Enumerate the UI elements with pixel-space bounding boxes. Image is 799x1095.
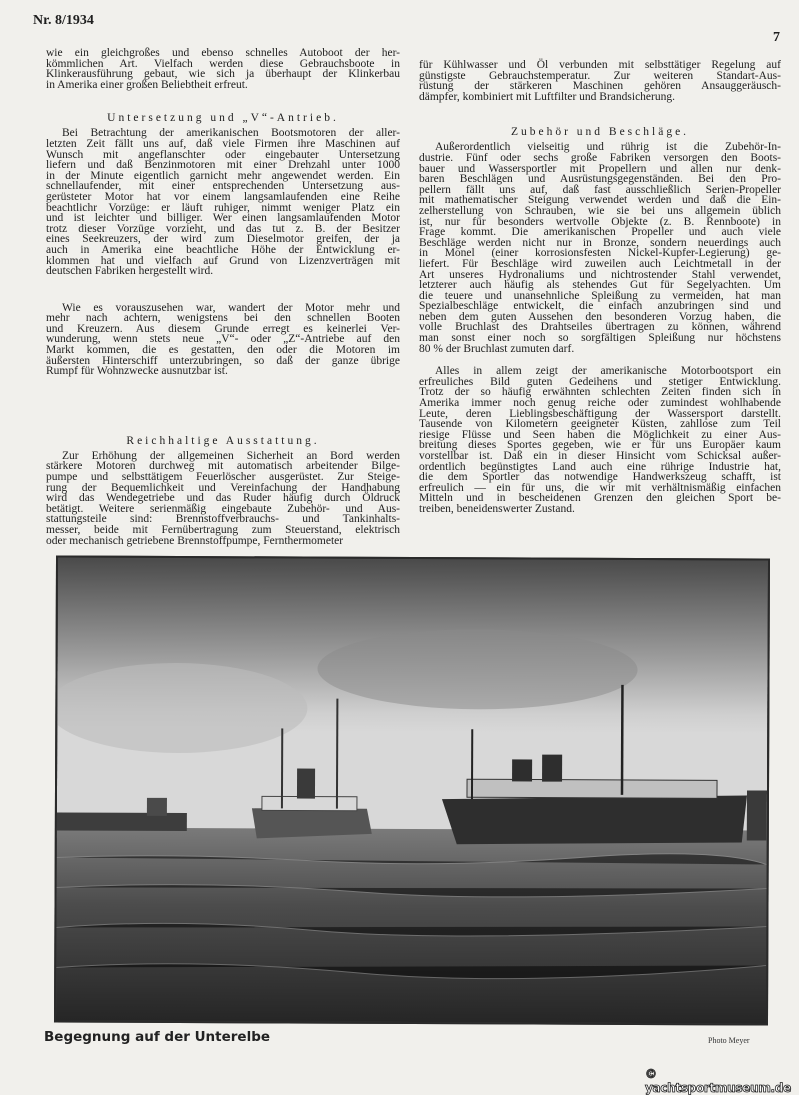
- paragraph: [46, 303, 400, 377]
- text-line: vorstellbar ist. Daß ein in dieser Hinsicht vom Schicksal außer-: [419, 451, 781, 462]
- text-line: Amerika immer noch genug reiche oder zumindest wohlhabende: [419, 398, 781, 409]
- text-line: pellern fällt uns auf, daß fast ausschließlich Serien-Propeller: [419, 185, 781, 196]
- text-line: zelherstellung von Schrauben, wie sie bei uns allgemein üblich: [419, 206, 781, 217]
- text-line: betätigt. Weitere serienmäßig eingebaute Zubehör- und Aus-: [46, 504, 400, 515]
- text-line: mit mathematischer Steigung verwendet werden und daß die Ein-: [419, 195, 781, 206]
- text-line: wird das Wendegetriebe und das Ruder häufig durch Öldruck: [46, 493, 400, 504]
- text-line: die dem Sportler das notwendige Handwerkszeug schafft, ist: [419, 472, 781, 483]
- text-line: erfreulich — ein für uns, die wir mit verhältnismäßig einfachen: [419, 483, 781, 494]
- text-line: kömmlichen Art. Vielfach werden diese Gebrauchsboote in: [46, 59, 400, 70]
- text-line: volle Bruchlast des Drahtseiles übertragen zu können, während: [419, 322, 781, 333]
- text-line: Markt kommen, die es gestatten, den oder die Motoren im: [46, 345, 400, 356]
- paragraph: [46, 451, 400, 546]
- text-line: günstigste Gebrauchstemperatur. Zur weiteren Standart-Aus-: [419, 71, 781, 82]
- text-line: letzterer auch häufig als stehendes Gut für Segelyachten. Um: [419, 280, 781, 291]
- text-line: stattungsteile sind: Brennstoffverbrauchs- und Tankinhalts-: [46, 514, 400, 525]
- text-line: wunderung, wenn stets neue „V“- oder „Z“-Antriebe auf den: [46, 334, 400, 345]
- text-line: trotz dieser Vorzüge vorzieht, und das tut z. B. der Besitzer: [46, 224, 400, 235]
- text-line: Rumpf für Wohnzwecke ausnutzbar ist.: [46, 366, 400, 377]
- text-line: Klinkerausführung gebaut, wie sich ja überhaupt der Klinkerbau: [46, 69, 400, 80]
- text-line: oder mechanisch getriebene Brennstoffpumpe, Fernthermometer: [46, 536, 400, 547]
- text-line: erfreuliches Bild guten Gedeihens und stetiger Entwicklung.: [419, 377, 781, 388]
- text-line: Tausende von Kilometern geeigneter Küsten, zahllose zum Teil: [419, 419, 781, 430]
- ships-on-river-image: [56, 557, 768, 1023]
- text-line: in Amerika einer großen Beliebtheit erfreut.: [46, 80, 400, 91]
- text-line: Außerordentlich vielseitig und rührig ist die Zubehör-In-: [419, 142, 781, 153]
- text-line: dämpfer, kombiniert mit Luftfilter und Brandsicherung.: [419, 92, 781, 103]
- text-line: Mitteln und in bescheidenen Grenzen den gleichen Sport be-: [419, 493, 781, 504]
- text-line: bauer und Wassersportler mit Propellern und allen nur denk-: [419, 164, 781, 175]
- issue-number: Nr. 8/1934: [33, 13, 94, 29]
- text-line: beachtlichr Vorzüge: er läuft ruhiger, nimmt weniger Platz ein: [46, 203, 400, 214]
- left-column: [46, 48, 400, 546]
- text-line: Spezialbeschläge entwickelt, die einfach anzubringen sind und: [419, 301, 781, 312]
- text-line: Wunsch mit angeflanschter oder eingebauter Untersetzung: [46, 150, 400, 161]
- text-line: klommen hat und vielfach auf Grund von Lizenzverträgen mit: [46, 256, 400, 267]
- section-heading: Reichhaltige Ausstattung.: [46, 433, 400, 449]
- text-line: mehr nach achtern, wenigstens bei den schnellen Booten: [46, 313, 400, 324]
- photo-caption: Begegnung auf der Unterelbe: [44, 1029, 270, 1045]
- text-line: 80 % der Bruchlast zumuten darf.: [419, 344, 781, 355]
- text-line: ordentlich begünstigtes Land auch eine rührige Industrie hat,: [419, 462, 781, 473]
- text-line: deutschen Fabriken hergestellt wird.: [46, 266, 400, 277]
- text-line: Beschläge werden nicht nur in Bronze, sondern neuerdings auch: [419, 238, 781, 249]
- text-line: wie ein gleichgroßes und ebenso schnelles Autoboot der her-: [46, 48, 400, 59]
- paragraph: [46, 48, 400, 90]
- text-line: in Monel (einer korrosionsfesten Nickel-Kupfer-Legierung) ge-: [419, 248, 781, 259]
- text-line: Frage kommt. Die amerikanischen Propeller und auch viele: [419, 227, 781, 238]
- text-line: gerüsteter Motor hat vor einem langsamlaufenden eine Reihe: [46, 192, 400, 203]
- text-line: rung der Bequemlichkeit und Vereinfachung der Handhabung: [46, 483, 400, 494]
- text-line: treiben, beneidenswerter Zustand.: [419, 504, 781, 515]
- paragraph: [419, 60, 781, 102]
- text-line: dustrie. Fünf oder sechs große Fabriken versorgen den Boots-: [419, 153, 781, 164]
- paragraph: [419, 142, 781, 354]
- text-line: man sonst einer noch so sorgfältigen Spleißung nur höchstens: [419, 333, 781, 344]
- text-line: rüstung der stärkeren Maschinen gehören Ansauggeräusch-: [419, 81, 781, 92]
- text-line: und Kreuzern. Aus diesem Grunde erregt es keinerlei Ver-: [46, 324, 400, 335]
- paragraph: [46, 128, 400, 276]
- text-line: auch in Amerika eine beachtliche Höhe der Entwicklung er-: [46, 245, 400, 256]
- page-number: 7: [773, 30, 780, 46]
- photo-credit: Photo Meyer: [708, 1036, 750, 1045]
- text-line: neben dem guten Aussehen den besonderen Vorzug haben, die: [419, 312, 781, 323]
- text-line: breitung dieses Sportes gegeben, wie er für uns Europäer kaum: [419, 440, 781, 451]
- text-line: messer, beide mit Fernübertragung zum Steuerstand, elektrisch: [46, 525, 400, 536]
- text-line: in der Minute eigentlich garnicht mehr angewendet werden. Ein: [46, 171, 400, 182]
- text-line: baren Beschlägen und Ausrüstungsgegenständen. Bei den Pro-: [419, 174, 781, 185]
- text-line: und ist leichter und billiger. Wer einen langsamlaufenden Motor: [46, 213, 400, 224]
- text-line: eines Seekreuzers, der wird zum Dieselmotor greifen, der ja: [46, 234, 400, 245]
- text-line: Leute, deren Lieblingsbeschäftigung der Wassersport darstellt.: [419, 409, 781, 420]
- section-heading: Untersetzung und „V“-Antrieb.: [46, 110, 400, 126]
- text-line: letzten Zeit fällt uns auf, daß viele Firmen ihre Maschinen auf: [46, 139, 400, 150]
- section-heading: Zubehör und Beschläge.: [419, 124, 781, 140]
- text-line: Zur Erhöhung der allgemeinen Sicherheit an Bord werden: [46, 451, 400, 462]
- text-line: liefert. Für Beschläge wird zuweilen auch Leichtmetall in der: [419, 259, 781, 270]
- text-line: riesige Flüsse und Seen haben die Möglichkeit zu einer Aus-: [419, 430, 781, 441]
- text-line: pumpe und selbsttätigem Feuerlöscher ausgerüstet. Zur Steige-: [46, 472, 400, 483]
- ship-photo: [54, 555, 770, 1025]
- text-line: liefern und daß Benzinmotoren mit einer Drehzahl unter 1000: [46, 160, 400, 171]
- text-line: Bei Betrachtung der amerikanischen Bootsmotoren der aller-: [46, 128, 400, 139]
- text-line: äußersten Hinterschiff unterzubringen, so daß der ganze übrige: [46, 356, 400, 367]
- text-line: für Kühlwasser und Öl verbunden mit selbsttätiger Regelung auf: [419, 60, 781, 71]
- text-line: Wie es vorauszusehen war, wandert der Motor mehr und: [46, 303, 400, 314]
- text-line: Alles in allem zeigt der amerikanische Motorbootsport ein: [419, 366, 781, 377]
- paragraph: [419, 366, 781, 514]
- text-line: stärkere Motoren durchweg mit automatisch arbeitender Bilge-: [46, 461, 400, 472]
- text-line: ist, nur für besonders wertvolle Objekte (z. B. Rennboote) in: [419, 217, 781, 228]
- right-column: [419, 60, 781, 515]
- text-line: die teuere und unansehnliche Spleißung zu vermeiden, hat man: [419, 291, 781, 302]
- watermark: © yachtsportmuseum.de: [645, 1067, 799, 1095]
- text-line: schnellaufender, mit einer entsprechenden Untersetzung aus-: [46, 181, 400, 192]
- text-line: Trotz der so häufig erwähnten schlechten Zeiten finden sich in: [419, 387, 781, 398]
- text-line: Art unseres Hydronaliums und nichtrostender Stahl verwendet,: [419, 270, 781, 281]
